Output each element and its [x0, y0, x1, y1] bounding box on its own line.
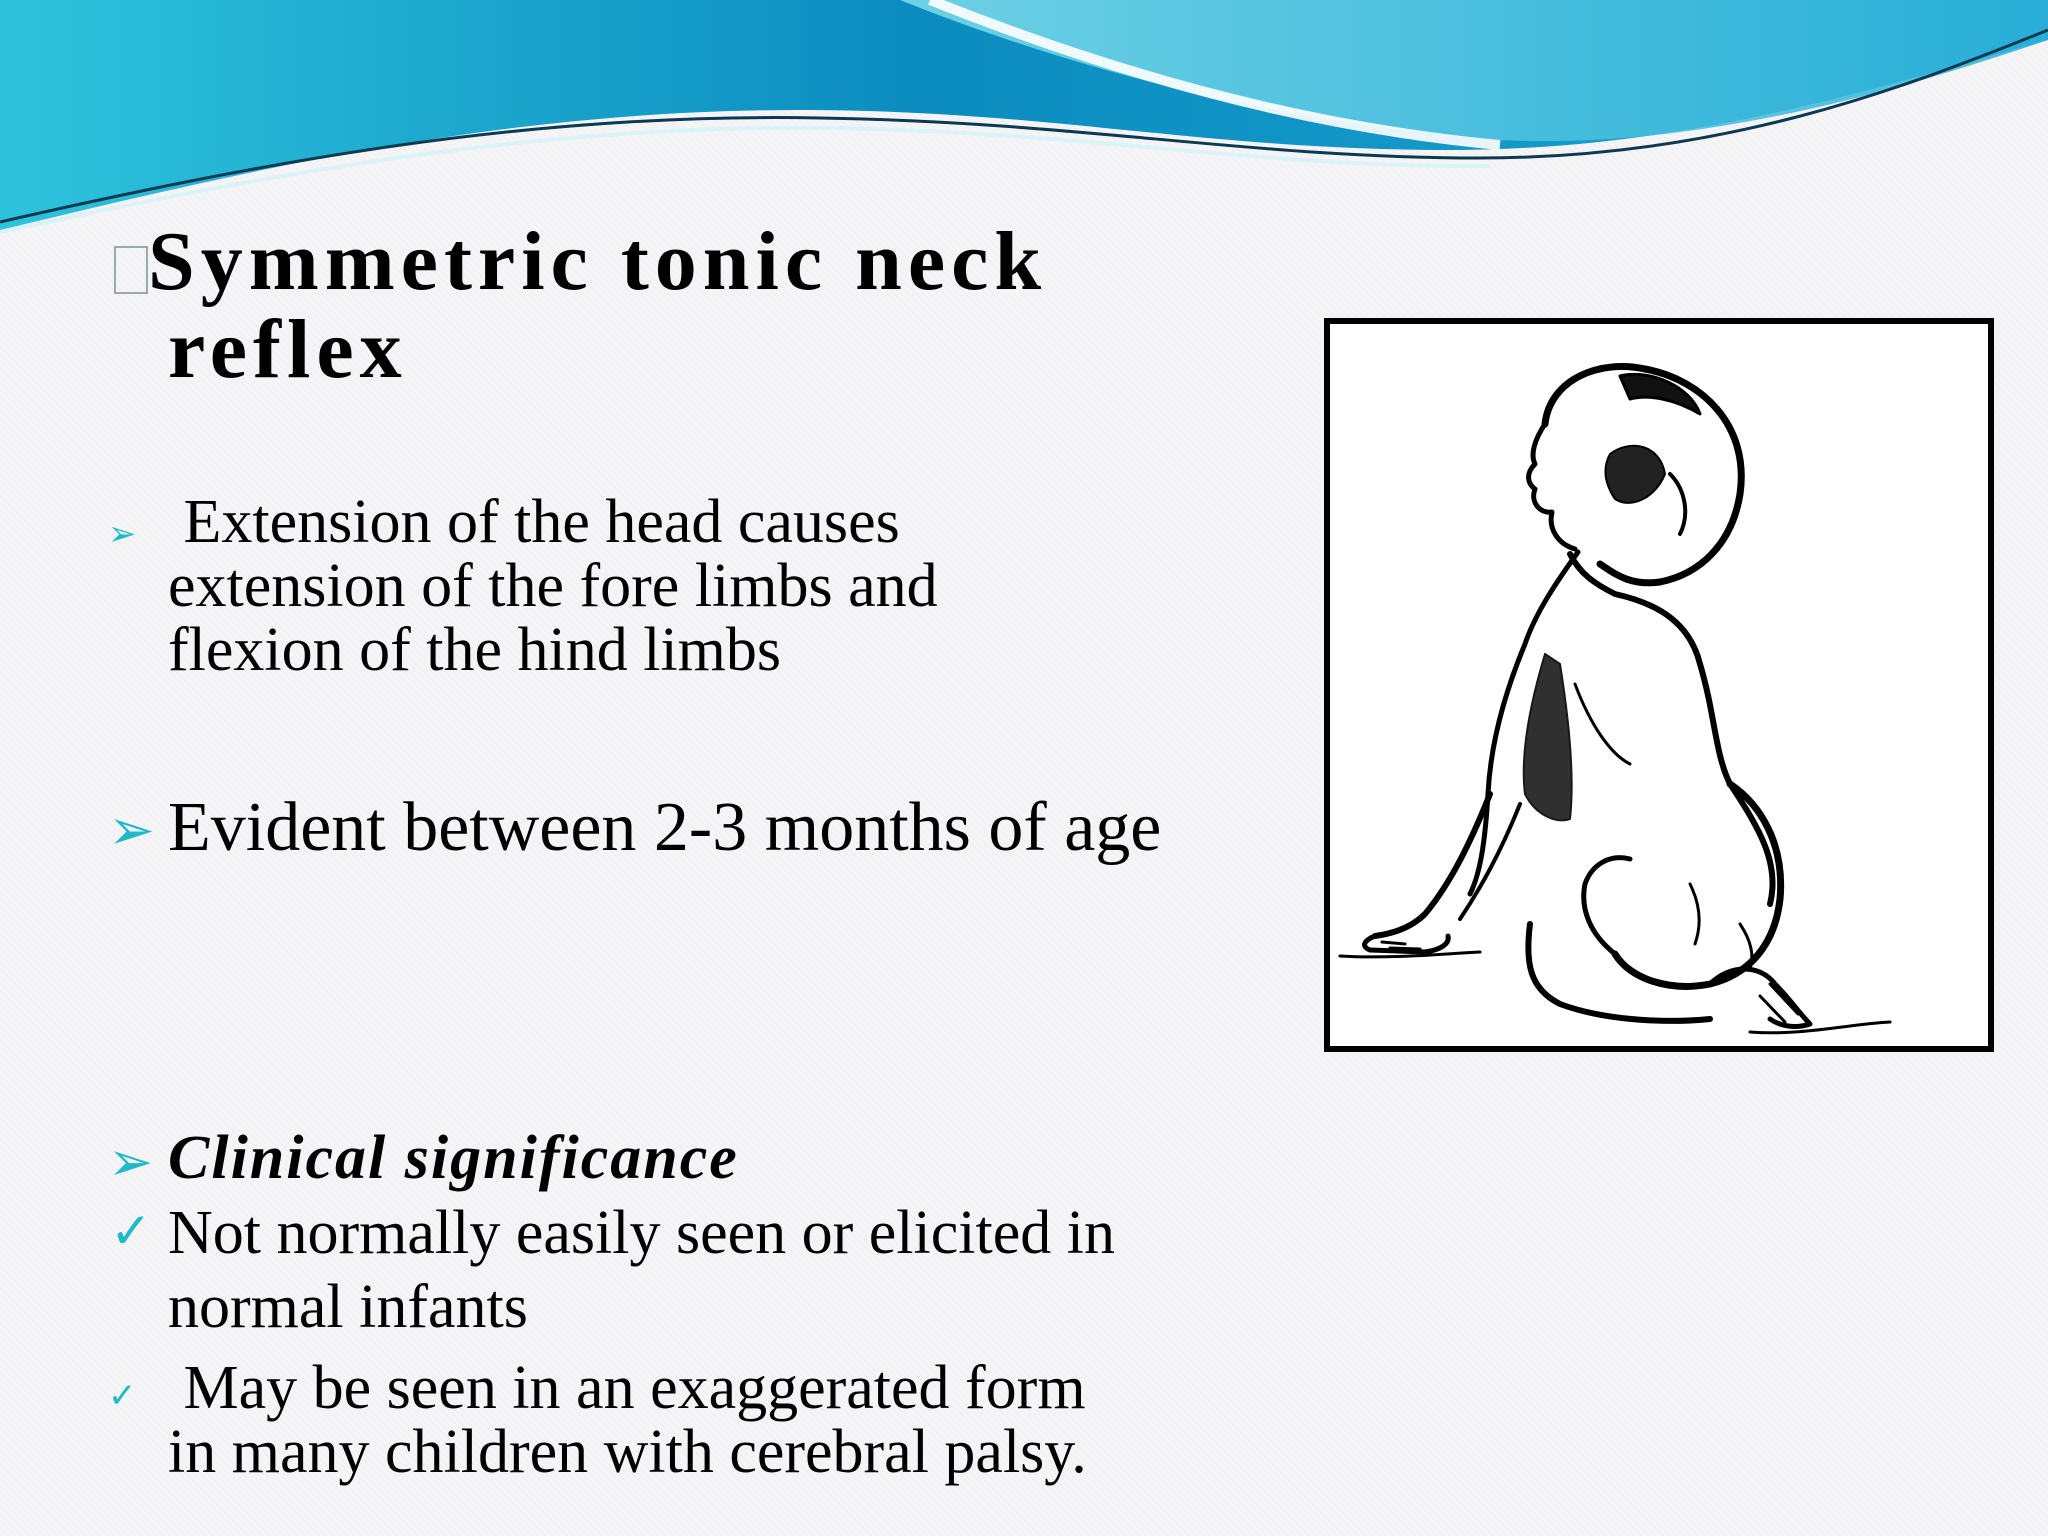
arrow-bullet-icon: ➢ — [108, 798, 155, 863]
bullet-text: Clinical significance — [168, 1124, 739, 1192]
bullet-text: Extension of the head causes extension of the fore limbs and flexion of the hind limbs — [168, 488, 938, 684]
header-wave-decoration — [0, 0, 2048, 240]
check-bullet-icon: ✓ — [108, 1376, 137, 1416]
bullet-text: Evident between 2-3 months of age — [168, 789, 1162, 866]
bullet-text: May be seen in an exaggerated form in many children with cerebral palsy. — [168, 1354, 1087, 1486]
bullet-text: Not normally easily seen or elicited in normal infants — [168, 1199, 1115, 1341]
title-line-1: Symmetric tonic neck — [148, 215, 1048, 308]
infant-illustration-frame — [1324, 318, 1994, 1052]
arrow-bullet-icon: ➢ — [108, 514, 137, 554]
title-line-2: reflex — [168, 303, 408, 396]
slide-title — [148, 215, 1148, 396]
title-placeholder-box — [114, 246, 148, 294]
infant-posture-illustration — [1330, 324, 1988, 1046]
arrow-bullet-icon: ➢ — [108, 1130, 154, 1193]
check-bullet-icon: ✓ — [110, 1202, 152, 1260]
